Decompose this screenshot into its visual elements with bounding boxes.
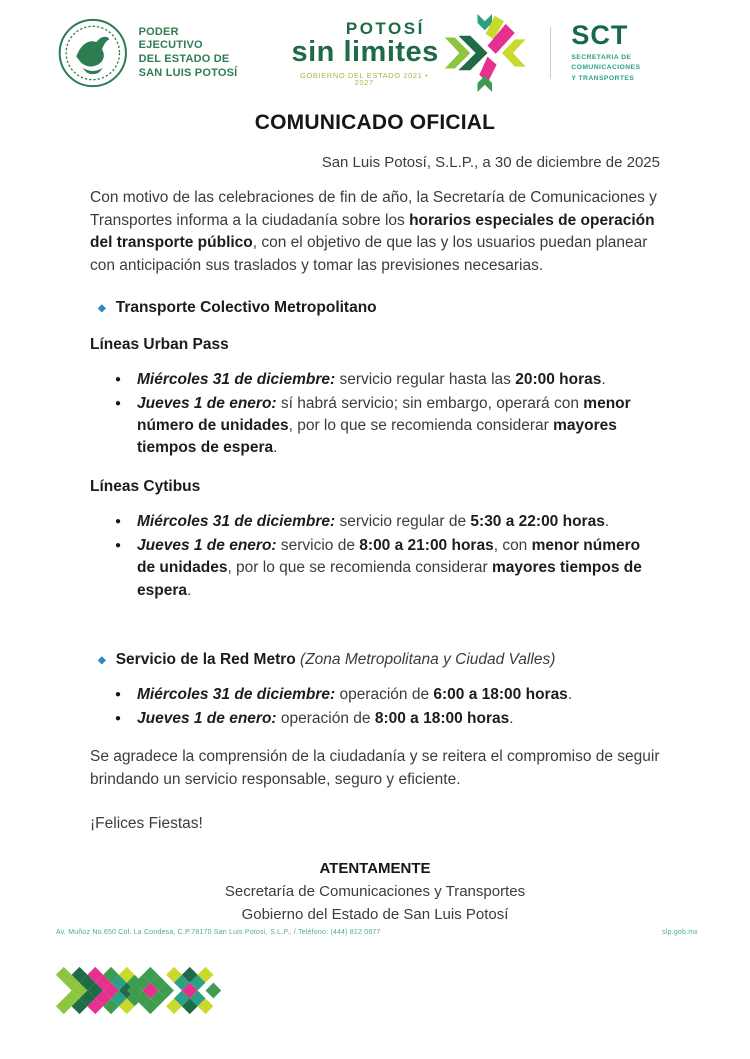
bullet-icon: ● bbox=[115, 688, 122, 700]
closing-paragraph: Se agradece la comprensión de la ciudadanía y se reitera el compromiso de seguir brindando un servicio responsable, seguro y eficiente. bbox=[90, 748, 660, 788]
group-title-urban-pass: Líneas Urban Pass bbox=[90, 335, 229, 353]
list-item-text: Jueves 1 de enero: sí habrá servicio; sin embargo, operará con menor número de unidades, por lo que se recomienda considerar mayores tiempos de espera. bbox=[137, 394, 631, 456]
signature-line-2: Gobierno del Estado de San Luis Potosí bbox=[241, 906, 509, 924]
sct-dept-line-1: SECRETARIA DE COMUNICACIONES bbox=[571, 53, 641, 72]
red-metro-list bbox=[90, 684, 660, 730]
sct-block bbox=[571, 19, 702, 85]
bullet-icon: ● bbox=[115, 540, 122, 552]
brand-tagline: GOBIERNO DEL ESTADO 2021 • 2027 bbox=[300, 70, 429, 87]
decorative-diamond-pattern bbox=[55, 958, 223, 1023]
list-item bbox=[90, 511, 660, 533]
list-item bbox=[90, 369, 660, 391]
letterhead bbox=[0, 0, 750, 92]
footer-website: slp.gob.mx bbox=[662, 929, 698, 936]
list-item bbox=[90, 535, 660, 601]
salutation: ATENTAMENTE bbox=[319, 859, 431, 877]
list-item bbox=[90, 684, 660, 706]
executive-line-2: DEL ESTADO DE bbox=[138, 53, 230, 65]
sct-dept-line-2: Y TRANSPORTES bbox=[571, 74, 635, 82]
bullet-icon: ● bbox=[115, 397, 122, 409]
executive-branch-block bbox=[56, 16, 246, 90]
section-heading-note: (Zona Metropolitana y Ciudad Valles) bbox=[300, 650, 556, 668]
header-divider bbox=[550, 27, 551, 79]
signature-block bbox=[90, 857, 660, 927]
page-title: COMUNICADO OFICIAL bbox=[254, 111, 496, 134]
executive-branch-label bbox=[139, 26, 246, 81]
list-item bbox=[90, 708, 660, 730]
list-item-text: Miércoles 31 de diciembre: operación de 6:00 a 18:00 horas. bbox=[137, 685, 573, 703]
state-brand-block bbox=[290, 11, 527, 95]
section-heading-label: Transporte Colectivo Metropolitano bbox=[115, 298, 377, 316]
sct-acronym: SCT bbox=[571, 19, 629, 50]
dateline: San Luis Potosí, S.L.P., a 30 de diciembre de 2025 bbox=[321, 154, 660, 171]
farewell-text: ¡Felices Fiestas! bbox=[90, 815, 203, 833]
state-seal-icon bbox=[56, 16, 130, 90]
list-item-text: Jueves 1 de enero: operación de 8:00 a 18:00 horas. bbox=[137, 709, 514, 727]
bullet-icon: ● bbox=[115, 516, 122, 528]
signature-line-1: Secretaría de Comunicaciones y Transportes bbox=[224, 883, 526, 901]
list-item bbox=[90, 393, 660, 459]
cytibus-list bbox=[90, 511, 660, 602]
section-heading-label bbox=[116, 651, 556, 669]
executive-line-3: SAN LUIS POTOSÍ bbox=[138, 66, 238, 79]
section-heading-text: Servicio de la Red Metro bbox=[115, 650, 296, 668]
document-body bbox=[0, 111, 750, 927]
executive-line-1: PODER EJECUTIVO bbox=[138, 25, 203, 52]
section-heading-transporte-colectivo bbox=[90, 299, 660, 317]
sct-department-label bbox=[571, 53, 702, 85]
intro-paragraph: Con motivo de las celebraciones de fin de año, la Secretaría de Comunicaciones y Transportes informa a la ciudadanía sobre los horarios especiales de operación del transporte público, con el objetivo de que las y los usuarios puedan planear con anticipación sus traslados y tomar las previsiones necesarias. bbox=[90, 189, 657, 274]
footer-address: Av. Muñoz No.650 Col. La Condesa, C.P.78170 San Luis Potosí, S.L.P., / Teléfono: (444) 812 0677 bbox=[56, 929, 381, 936]
section-heading-red-metro bbox=[90, 651, 660, 669]
list-item-text: Miércoles 31 de diciembre: servicio regular hasta las 20:00 horas. bbox=[137, 370, 606, 388]
group-title-cytibus: Líneas Cytibus bbox=[90, 478, 201, 496]
potosi-chevron-logo-icon bbox=[443, 11, 527, 95]
urban-pass-list bbox=[90, 369, 660, 460]
brand-wordmark bbox=[290, 20, 439, 87]
diamond-bullet-icon: ◆ bbox=[98, 302, 106, 314]
brand-main-text: sin limites bbox=[291, 35, 439, 68]
brand-top-text: POTOSÍ bbox=[345, 18, 425, 38]
bullet-icon: ● bbox=[115, 373, 122, 385]
footer bbox=[56, 929, 698, 936]
bullet-icon: ● bbox=[115, 712, 122, 724]
list-item-text: Jueves 1 de enero: servicio de 8:00 a 21:00 horas, con menor número de unidades, por lo que se recomienda considerar mayores tiempos de espera. bbox=[137, 537, 642, 599]
diamond-bullet-icon: ◆ bbox=[98, 654, 106, 666]
list-item-text: Miércoles 31 de diciembre: servicio regular de 5:30 a 22:00 horas. bbox=[137, 513, 610, 531]
